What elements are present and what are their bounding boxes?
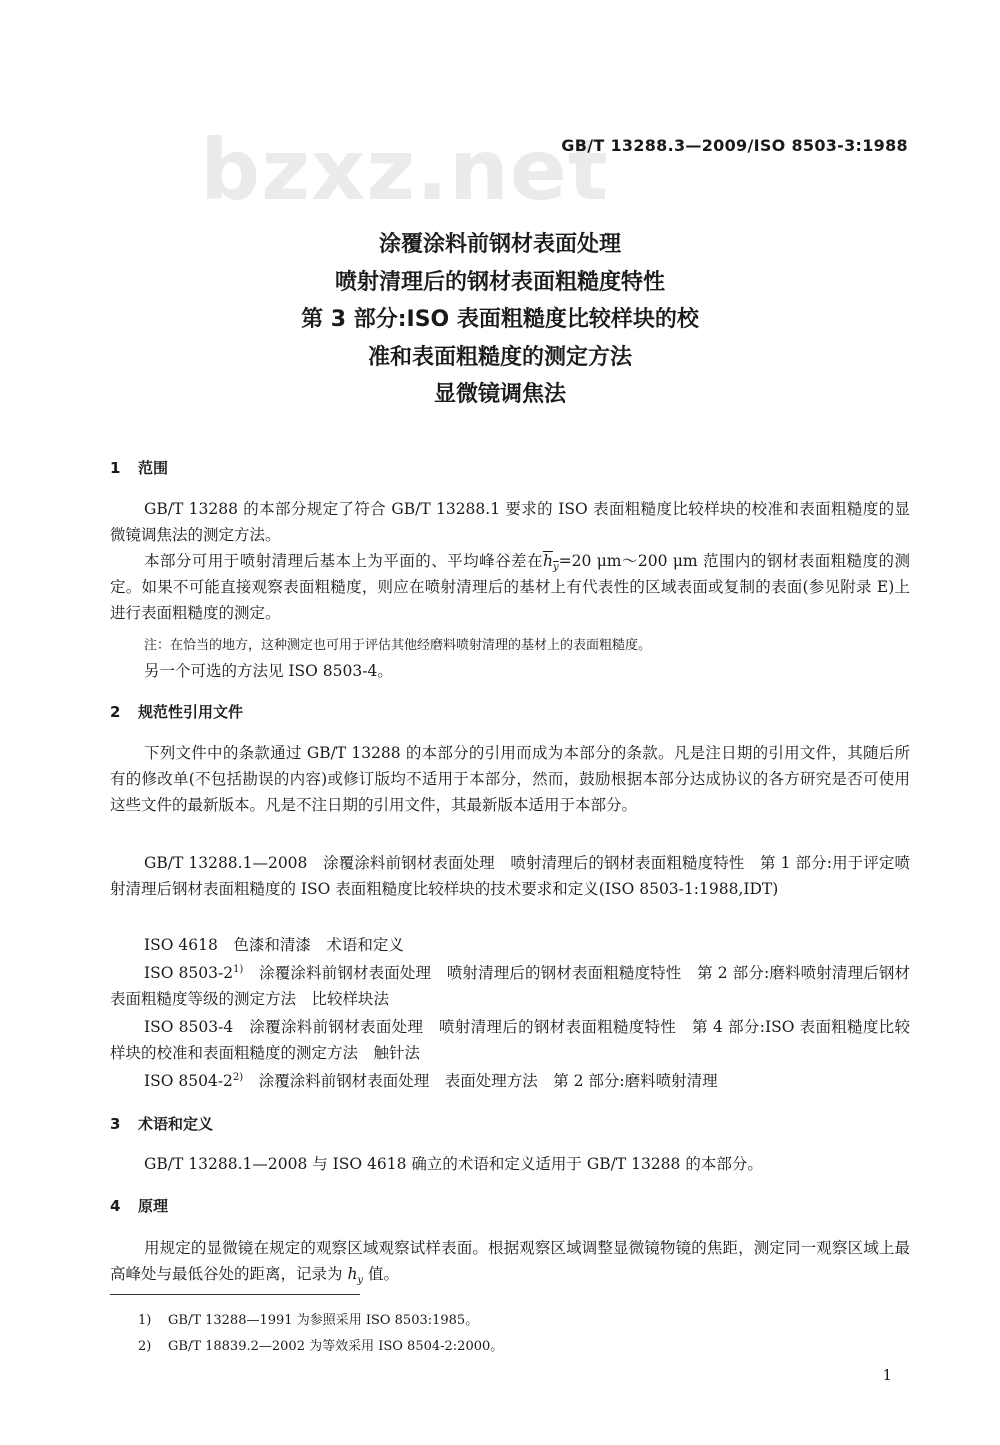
section-3-heading xyxy=(110,1113,213,1134)
reference-code: ISO 8504-2 xyxy=(144,1072,233,1090)
footnote-mark: 2) xyxy=(138,1339,152,1354)
hy-symbol: $h_y$ xyxy=(347,1265,364,1287)
para-text: =20 μm～200 μm 范围内的钢材表面粗糙度的测定。如果不可能直接观察表面粗糙度，则应在喷射清理后的基材上有代表性的区域表面或复制的表面(参见附录 E)上进行表面粗糙度的测定。 xyxy=(110,552,910,622)
section-2-paragraph-1: 下列文件中的条款通过 GB/T 13288 的本部分的引用而成为本部分的条款。凡是注日期的引用文件，其随后所有的修改单(不包括勘误的内容)或修订版均不适用于本部分，然而，鼓励根据本部分达成协议的各方研究是否可使用这些文件的最新版本。凡是不注日期的引用文件，其最新版本适用于本部分。 xyxy=(110,744,910,814)
title-line-1: 涂覆涂料前钢材表面处理 xyxy=(378,232,621,257)
reference-title: 涂覆涂料前钢材表面处理 喷射清理后的钢材表面粗糙度特性 第 2 部分:磨料喷射清理后钢材表面粗糙度等级的测定方法 比较样块法 xyxy=(110,964,910,1008)
footnote-text: GB/T 18839.2—2002 为等效采用 ISO 8504-2:2000。 xyxy=(168,1339,504,1354)
reference-code: GB/T 13288.1—2008 xyxy=(144,854,308,872)
section-1-note: 注：在恰当的地方，这种测定也可用于评估其他经磨料喷射清理的基材上的表面粗糙度。 xyxy=(144,638,652,653)
footnote-divider xyxy=(110,1294,360,1295)
section-number: 3 xyxy=(110,1115,121,1133)
page-number: 1 xyxy=(882,1366,892,1384)
footnote-ref: 1) xyxy=(233,963,244,975)
reference-item xyxy=(110,1068,910,1094)
standard-code: GB/T 13288.3—2009/ISO 8503-3:1988 xyxy=(561,136,908,155)
section-title: 原理 xyxy=(138,1197,169,1215)
footnote-mark: 1) xyxy=(138,1313,152,1328)
section-2-heading xyxy=(110,701,243,722)
section-1-paragraph-2 xyxy=(110,548,910,626)
reference-title: 涂覆涂料前钢材表面处理 喷射清理后的钢材表面粗糙度特性 第 1 部分:用于评定喷射清理后钢材表面粗糙度的 ISO 表面粗糙度比较样块的技术要求和定义(ISO 8503-1:1988,IDT) xyxy=(110,854,910,898)
para-text: 本部分可用于喷射清理后基本上为平面的、平均峰谷差在 xyxy=(144,552,543,570)
section-number: 2 xyxy=(110,703,121,721)
section-number: 1 xyxy=(110,459,121,477)
title-line-4: 准和表面粗糙度的测定方法 xyxy=(367,344,632,370)
section-title: 规范性引用文件 xyxy=(138,703,244,721)
reference-item xyxy=(110,1014,910,1066)
hy-symbol: $h_y$ xyxy=(542,552,559,574)
title-line-2: 喷射清理后的钢材表面粗糙度特性 xyxy=(334,269,665,295)
footnote-2 xyxy=(138,1335,503,1354)
para-text: 值。 xyxy=(363,1265,400,1283)
footnote-1 xyxy=(138,1309,478,1328)
section-4-paragraph-1 xyxy=(110,1235,910,1287)
section-3-paragraph-1: GB/T 13288.1—2008 与 ISO 4618 确立的术语和定义适用于 GB/T 13288 的本部分。 xyxy=(144,1155,763,1173)
reference-title: 涂覆涂料前钢材表面处理 喷射清理后的钢材表面粗糙度特性 第 4 部分:ISO 表面粗糙度比较样块的校准和表面粗糙度的测定方法 触针法 xyxy=(110,1018,910,1062)
section-4-heading xyxy=(110,1195,168,1216)
reference-item xyxy=(110,850,910,902)
footnote-text: GB/T 13288—1991 为参照采用 ISO 8503:1985。 xyxy=(168,1313,479,1328)
document-title xyxy=(160,226,840,414)
watermark: bzxz.net xyxy=(200,121,609,219)
section-title: 范围 xyxy=(138,459,169,477)
reference-title: 涂覆涂料前钢材表面处理 表面处理方法 第 2 部分:磨料喷射清理 xyxy=(258,1072,718,1090)
title-line-5: 显微镜调焦法 xyxy=(433,382,566,407)
section-1-paragraph-3: 另一个可选的方法见 ISO 8503-4。 xyxy=(144,662,393,680)
reference-item xyxy=(110,960,910,1012)
section-1-heading xyxy=(110,457,168,478)
reference-code: ISO 8503-4 xyxy=(144,1018,234,1036)
section-number: 4 xyxy=(110,1197,121,1215)
reference-code: ISO 4618 xyxy=(144,936,218,954)
para-text: 用规定的显微镜在规定的观察区域观察试样表面。根据观察区域调整显微镜物镜的焦距，测定同一观察区域上最高峰处与最低谷处的距离，记录为 xyxy=(110,1239,910,1283)
reference-title: 色漆和清漆 术语和定义 xyxy=(233,936,404,954)
reference-code: ISO 8503-2 xyxy=(144,964,234,982)
footnote-ref: 2) xyxy=(232,1071,244,1083)
title-line-3: 第 3 部分:ISO 表面粗糙度比较样块的校 xyxy=(301,307,699,332)
section-1-paragraph-1: GB/T 13288 的本部分规定了符合 GB/T 13288.1 要求的 ISO 表面粗糙度比较样块的校准和表面粗糙度的显微镜调焦法的测定方法。 xyxy=(110,500,910,544)
section-title: 术语和定义 xyxy=(138,1115,214,1133)
reference-item xyxy=(110,932,910,958)
